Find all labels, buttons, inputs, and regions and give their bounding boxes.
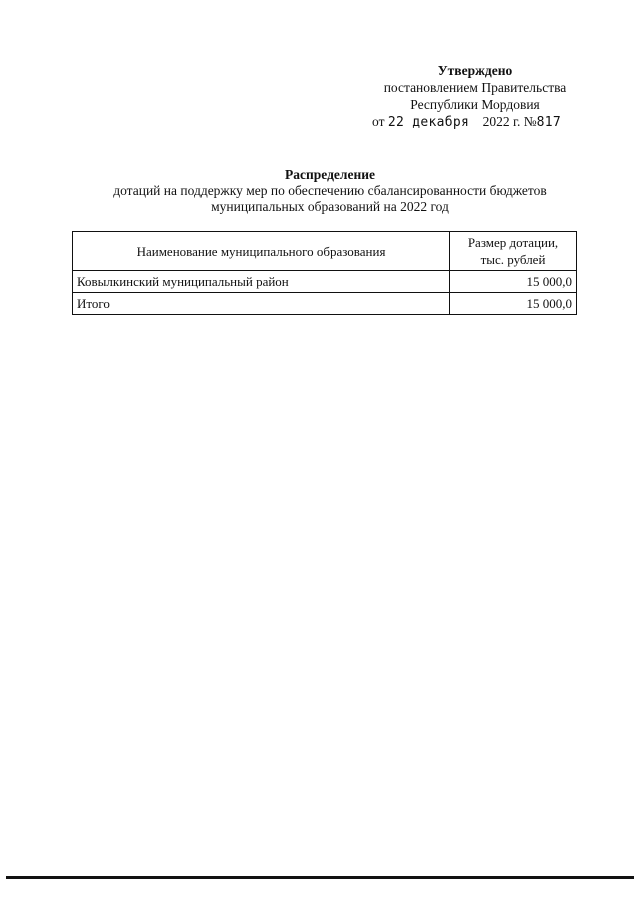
approval-line-1: постановлением Правительства xyxy=(383,80,567,95)
document-heading xyxy=(60,167,600,215)
approval-date-line xyxy=(360,113,590,131)
document-title: Распределение xyxy=(284,167,376,182)
document-subtitle-line-2: муниципальных образований на 2022 год xyxy=(211,199,449,214)
date-prefix: от xyxy=(372,114,385,129)
approval-title: Утверждено xyxy=(437,63,513,78)
total-row xyxy=(73,293,577,315)
header-amount-line-1: Размер дотации, xyxy=(467,235,559,250)
row-name: Ковылкинский муниципальный район xyxy=(73,271,450,293)
distribution-table xyxy=(72,231,577,315)
header-amount xyxy=(450,232,577,271)
table-row xyxy=(73,271,577,293)
document-number: 817 xyxy=(536,115,562,130)
total-name: Итого xyxy=(73,293,450,315)
document-subtitle-line-1: дотаций на поддержку мер по обеспечению сбалансированности бюджетов xyxy=(113,183,547,198)
number-sign: № xyxy=(523,114,537,129)
header-amount-line-2: тыс. рублей xyxy=(480,252,546,267)
date-handwritten: 22 декабря xyxy=(387,115,470,130)
bottom-divider xyxy=(6,876,634,879)
approval-stamp-block xyxy=(360,62,590,131)
total-amount: 15 000,0 xyxy=(450,293,577,315)
date-year: 2022 г. xyxy=(482,114,521,129)
approval-line-2: Республики Мордовия xyxy=(410,97,540,112)
header-name: Наименование муниципального образования xyxy=(73,232,450,271)
table-header-row xyxy=(73,232,577,271)
row-amount: 15 000,0 xyxy=(450,271,577,293)
